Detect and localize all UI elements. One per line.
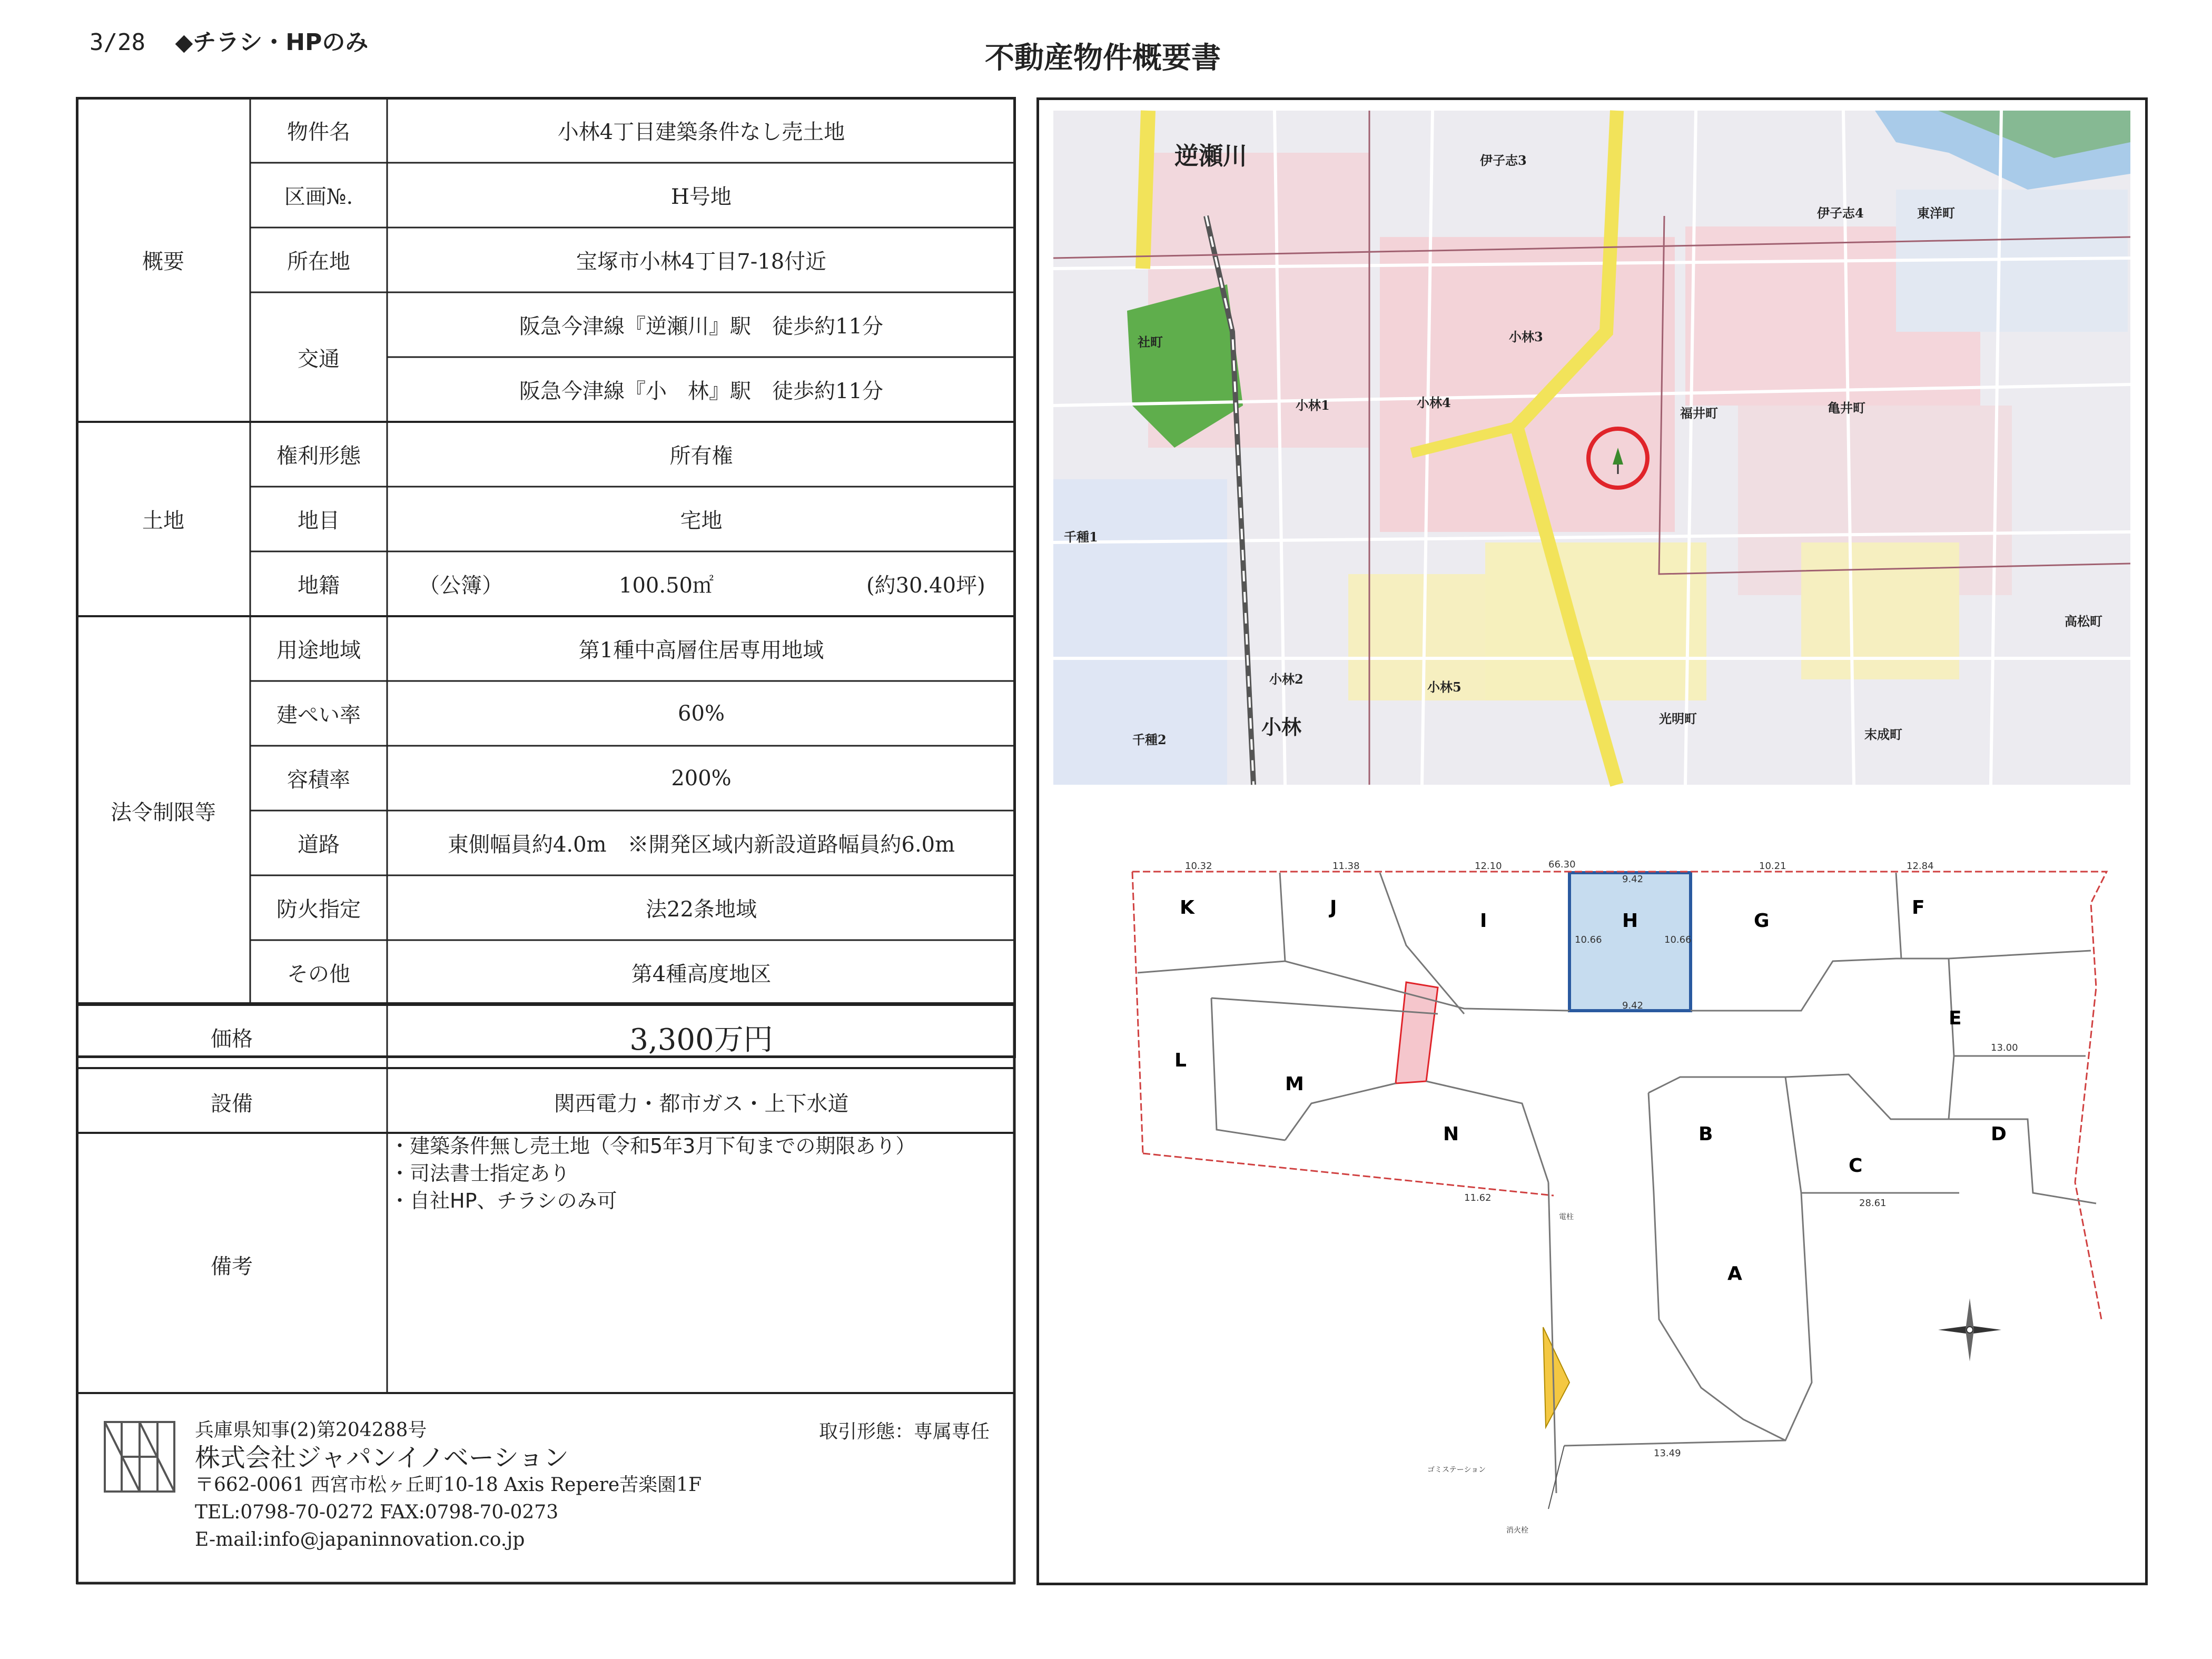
- dim-h-right: 10.66: [1664, 934, 1692, 945]
- label-area: 地籍: [298, 574, 340, 598]
- label-bcr: 建ぺい率: [276, 703, 361, 727]
- label-far: 容積率: [287, 768, 350, 792]
- company-name: 株式会社ジャパンイノベーション: [195, 1443, 569, 1473]
- page-number: 3/28: [90, 29, 145, 56]
- value-transport-2: 阪急今津線『小 林』駅 徒歩約11分: [519, 379, 883, 403]
- map-label-yashiro: 社町: [1138, 334, 1163, 350]
- lot-b: B: [1698, 1123, 1713, 1145]
- dim-n-bottom: 11.62: [1464, 1192, 1492, 1203]
- dim-top-total: 66.30: [1548, 859, 1576, 870]
- map-drawing: [1053, 111, 2130, 785]
- value-far: 200%: [671, 766, 732, 791]
- label-right: 権利形態: [276, 444, 361, 468]
- map-label-takamatsu: 高松町: [2065, 614, 2102, 629]
- map-label-chigusa1: 千種1: [1064, 529, 1098, 545]
- compass-icon: [1938, 1298, 2001, 1361]
- map-label-obayashi4: 小林4: [1417, 395, 1451, 410]
- dim-k-top: 10.32: [1185, 861, 1212, 872]
- area-tsubo: (約30.40坪): [866, 574, 985, 598]
- area-kind: （公簿）: [419, 574, 503, 598]
- lot-a: A: [1727, 1263, 1742, 1285]
- label-property-name: 物件名: [287, 120, 350, 144]
- dim-e-right: 13.00: [1991, 1042, 2018, 1053]
- section-land: 土地: [142, 509, 184, 533]
- lot-h: H: [1622, 910, 1638, 932]
- value-zoning: 第1種中高層住居専用地域: [578, 638, 824, 663]
- site-plan: [1127, 856, 2112, 1535]
- company-phone: TEL:0798-70-0272 FAX:0798-70-0273: [195, 1502, 559, 1523]
- dim-g-top: 10.21: [1759, 861, 1786, 872]
- note-garbage: ゴミステーション: [1427, 1466, 1486, 1474]
- lot-l: L: [1174, 1050, 1187, 1071]
- value-price: 3,300万円: [629, 1022, 773, 1057]
- page-header-left: [90, 23, 368, 57]
- company-info: [195, 1417, 702, 1554]
- lot-i: I: [1480, 910, 1487, 932]
- company-logo: [103, 1420, 176, 1494]
- map-label-fukui: 福井町: [1680, 406, 1718, 421]
- section-overview: 概要: [142, 249, 184, 274]
- company-email[interactable]: E-mail:info@japaninnovation.co.jp: [195, 1529, 525, 1551]
- lot-m: M: [1285, 1073, 1304, 1095]
- dim-i-top: 12.10: [1475, 861, 1502, 872]
- label-lot-no: 区画№.: [284, 185, 353, 209]
- dim-f-top: 12.84: [1907, 861, 1934, 872]
- label-facilities: 設備: [211, 1092, 253, 1116]
- map-label-suenari: 末成町: [1864, 727, 1902, 742]
- map-label-komyo: 光明町: [1659, 711, 1697, 726]
- note-hydrant: 消火栓: [1506, 1526, 1528, 1535]
- lot-f: F: [1912, 897, 1925, 919]
- distribution-note: ◆チラシ・HPのみ: [175, 29, 369, 56]
- map-label-ikoshi4: 伊子志4: [1817, 205, 1864, 221]
- map-label-toyo: 東洋町: [1917, 205, 1955, 221]
- dim-h-left: 10.66: [1575, 934, 1602, 945]
- label-price: 価格: [211, 1027, 253, 1051]
- value-right: 所有権: [669, 444, 733, 468]
- map-label-ikoshi3: 伊子志3: [1480, 153, 1527, 168]
- license-no: 兵庫県知事(2)第204288号: [195, 1419, 427, 1441]
- map-label-chigusa2: 千種2: [1132, 732, 1167, 747]
- label-location: 所在地: [287, 250, 350, 274]
- company-address: 〒662-0061 西宮市松ヶ丘町10-18 Axis Repere苦楽園1F: [195, 1474, 702, 1496]
- dim-h-bottom: 9.42: [1622, 1000, 1644, 1011]
- note-pole: 電柱: [1559, 1213, 1574, 1221]
- lot-e: E: [1949, 1008, 1962, 1029]
- label-transport: 交通: [298, 347, 340, 371]
- map-label-obayashi-station: 小林: [1261, 716, 1302, 739]
- section-regulations: 法令制限等: [111, 800, 216, 825]
- map-label-obayashi1: 小林1: [1296, 398, 1330, 413]
- value-location: 宝塚市小林4丁目7-18付近: [576, 250, 827, 274]
- label-remarks: 備考: [211, 1254, 253, 1279]
- value-bcr: 60%: [678, 701, 725, 726]
- dim-lot-a-bottom: 13.49: [1654, 1448, 1681, 1459]
- dim-h-top: 9.42: [1622, 874, 1644, 885]
- map-label-kamei: 亀井町: [1828, 400, 1865, 416]
- dim-j-top: 11.38: [1332, 861, 1360, 872]
- value-road: 東側幅員約4.0m ※開発区域内新設道路幅員約6.0m: [447, 833, 955, 857]
- map-label-obayashi2: 小林2: [1269, 671, 1303, 687]
- remark-item: ・司法書士指定あり: [390, 1162, 570, 1185]
- lot-j: J: [1330, 897, 1337, 919]
- value-transport-1: 阪急今津線『逆瀬川』駅 徒歩約11分: [519, 314, 883, 339]
- label-zoning: 用途地域: [276, 638, 361, 663]
- lot-n: N: [1443, 1123, 1459, 1145]
- map-label-obayashi5: 小林5: [1427, 679, 1461, 695]
- remark-item: ・自社HP、チラシのみ可: [390, 1189, 617, 1212]
- value-facilities: 関西電力・都市ガス・上下水道: [554, 1092, 849, 1116]
- lot-g: G: [1754, 910, 1770, 932]
- area-sqm: 100.50㎡: [619, 574, 714, 598]
- lot-d: D: [1991, 1123, 2007, 1145]
- label-other: その他: [287, 962, 350, 986]
- dim-road-bottom: 28.61: [1859, 1198, 1887, 1209]
- area-map: [1053, 111, 2130, 785]
- value-other: 第4種高度地区: [631, 962, 772, 986]
- label-fire: 防火指定: [276, 897, 361, 922]
- map-label-sakasegawa: 逆瀬川: [1174, 142, 1247, 170]
- label-land-category: 地目: [298, 509, 340, 533]
- page-title: 不動産物件概要書: [985, 41, 1221, 75]
- deal-type: 取引形態：専属専任: [819, 1421, 990, 1443]
- value-land-category: 宅地: [680, 509, 723, 533]
- label-road: 道路: [298, 833, 340, 857]
- remark-item: ・建築条件無し売土地（令和5年3月下旬までの期限あり）: [390, 1134, 916, 1158]
- map-label-obayashi3: 小林3: [1509, 329, 1543, 344]
- value-property-name: 小林4丁目建築条件なし売土地: [557, 120, 845, 144]
- value-fire: 法22条地域: [646, 897, 757, 922]
- value-area: [387, 551, 1015, 616]
- remarks-list: [390, 1132, 915, 1214]
- value-lot-no: H号地: [671, 185, 732, 209]
- lot-k: K: [1180, 897, 1194, 919]
- lot-c: C: [1849, 1155, 1863, 1177]
